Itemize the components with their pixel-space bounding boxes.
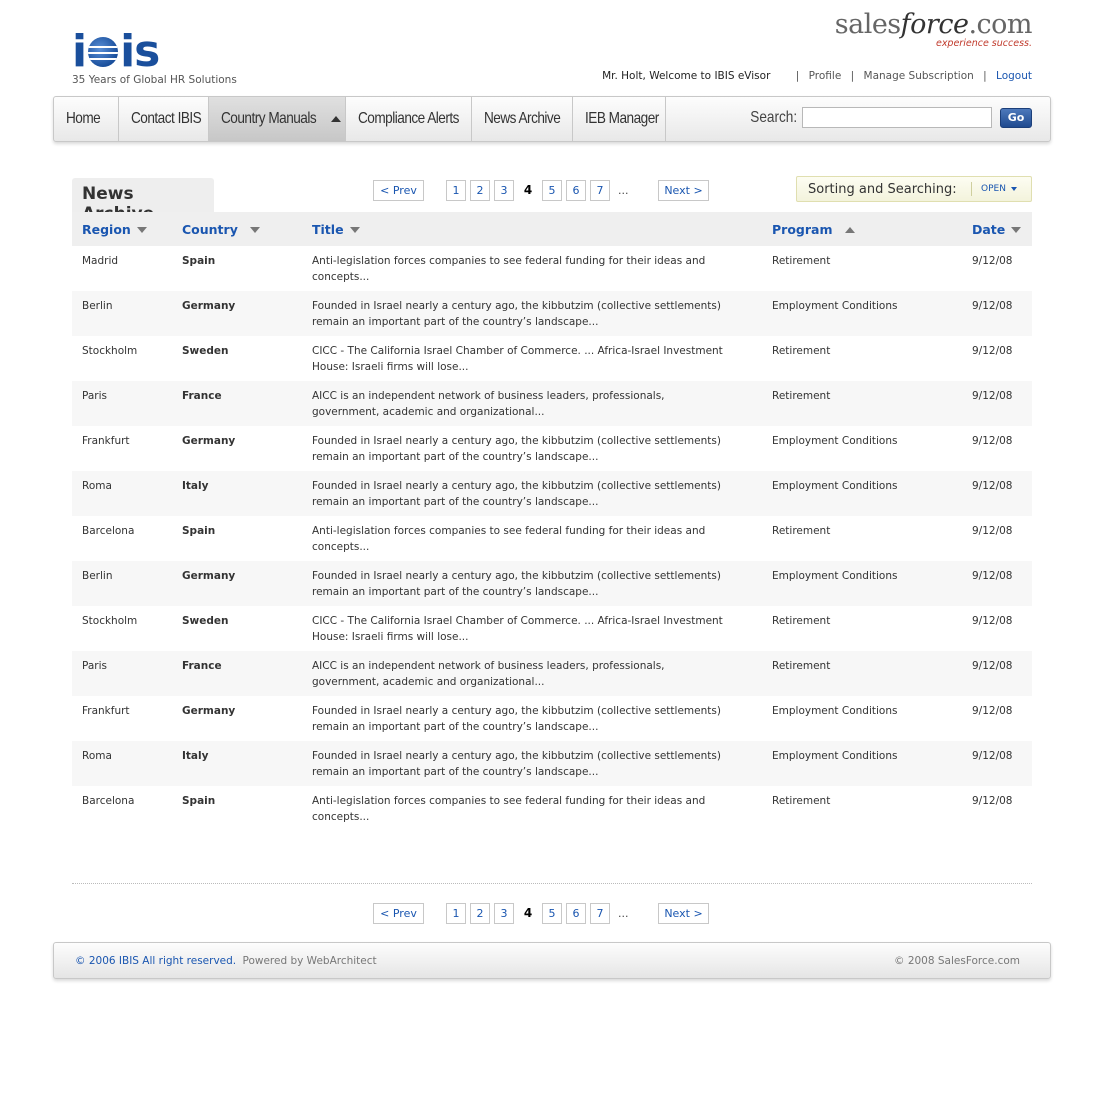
manage-subscription-link[interactable]: Manage Subscription (863, 70, 974, 82)
prev-page-button[interactable]: < Prev (373, 903, 424, 924)
date-cell: 9/12/08 (957, 606, 1032, 651)
country-cell: Germany (172, 696, 302, 741)
open-toggle[interactable] (972, 184, 1017, 194)
table-row[interactable] (72, 291, 1032, 336)
page-link[interactable]: 2 (470, 180, 490, 201)
search-label: Search: (750, 108, 797, 126)
region-cell: Stockholm (72, 606, 172, 651)
country-cell: Germany (172, 426, 302, 471)
nav-contact-ibis[interactable] (119, 97, 209, 141)
table-row[interactable] (72, 606, 1032, 651)
page-ellipsis: ... (618, 907, 629, 920)
title-cell: Founded in Israel nearly a century ago, the kibbutzim (collective settlements) remain an important part of the country’s landscape... (302, 741, 762, 786)
page-ellipsis: ... (618, 184, 629, 197)
page-link[interactable]: 1 (446, 180, 466, 201)
country-cell: Spain (172, 786, 302, 831)
column-header-label: Country (182, 221, 238, 237)
program-cell: Employment Conditions (762, 561, 957, 606)
page-title: News (72, 178, 214, 212)
table-row[interactable] (72, 561, 1032, 606)
welcome-text: Mr. Holt, Welcome to IBIS eVisor (602, 70, 771, 82)
column-header-country[interactable] (172, 212, 302, 246)
date-cell: 9/12/08 (957, 291, 1032, 336)
sort-down-icon (350, 227, 360, 233)
table-row[interactable] (72, 381, 1032, 426)
region-cell: Roma (72, 471, 172, 516)
title-cell: Anti-legislation forces companies to see federal funding for their ideas and concepts... (302, 786, 762, 831)
page-link[interactable]: 7 (590, 903, 610, 924)
next-page-button[interactable]: Next > (658, 903, 709, 924)
nav-ieb-label: IEB Manager (585, 110, 659, 127)
table-row[interactable] (72, 741, 1032, 786)
sort-up-icon (845, 227, 855, 233)
table-row[interactable] (72, 426, 1032, 471)
current-page: 4 (523, 906, 533, 920)
country-cell: Sweden (172, 336, 302, 381)
column-header-label: Title (312, 221, 344, 237)
country-cell: France (172, 381, 302, 426)
table-row[interactable] (72, 336, 1032, 381)
sorting-searching-panel (796, 176, 1032, 202)
country-cell: Germany (172, 291, 302, 336)
country-cell: Sweden (172, 606, 302, 651)
column-header-program[interactable] (762, 212, 957, 246)
program-cell: Retirement (762, 381, 957, 426)
footer (53, 942, 1051, 979)
separator: | (850, 70, 855, 82)
date-cell: 9/12/08 (957, 381, 1032, 426)
page-link[interactable]: 6 (566, 180, 586, 201)
region-cell: Berlin (72, 561, 172, 606)
salesforce-tagline: experience success. (935, 38, 1032, 49)
country-cell: Italy (172, 471, 302, 516)
column-header-region[interactable] (72, 212, 172, 246)
title-cell: CICC - The California Israel Chamber of Commerce. ... Africa-Israel Investment House: Israeli firms will lose... (302, 606, 762, 651)
sort-down-icon (137, 227, 147, 233)
program-cell: Retirement (762, 786, 957, 831)
date-cell: 9/12/08 (957, 336, 1032, 381)
logo-tagline: 35 Years of Global HR Solutions (72, 74, 237, 86)
page-link[interactable]: 3 (494, 180, 514, 201)
globe-icon (88, 37, 118, 67)
region-cell: Frankfurt (72, 696, 172, 741)
date-cell: 9/12/08 (957, 426, 1032, 471)
region-cell: Paris (72, 381, 172, 426)
table-row[interactable] (72, 246, 1032, 291)
title-cell: Anti-legislation forces companies to see federal funding for their ideas and concepts... (302, 516, 762, 561)
nav-country-label: Country Manuals (221, 110, 317, 127)
table-header (72, 212, 1032, 246)
sorting-searching-title: Sorting and Searching: (808, 181, 957, 197)
open-toggle-label: OPEN (981, 184, 1006, 194)
date-cell: 9/12/08 (957, 651, 1032, 696)
search-input[interactable] (802, 107, 992, 128)
salesforce-wordmark: salesforce.com (834, 9, 1032, 40)
program-cell: Retirement (762, 516, 957, 561)
title-cell: Founded in Israel nearly a century ago, the kibbutzim (collective settlements) remain an important part of the country’s landscape... (302, 426, 762, 471)
nav-news-label: News Archive (484, 110, 561, 127)
title-cell: CICC - The California Israel Chamber of Commerce. ... Africa-Israel Investment House: Israeli firms will lose... (302, 336, 762, 381)
region-cell: Barcelona (72, 516, 172, 561)
program-cell: Retirement (762, 246, 957, 291)
region-cell: Stockholm (72, 336, 172, 381)
program-cell: Employment Conditions (762, 291, 957, 336)
title-cell: AICC is an independent network of business leaders, professionals, government, academic and organizational... (302, 651, 762, 696)
region-cell: Barcelona (72, 786, 172, 831)
program-cell: Employment Conditions (762, 426, 957, 471)
logo-letters-is: is (120, 26, 160, 77)
nav-home-label: Home (66, 110, 101, 127)
date-cell: 9/12/08 (957, 471, 1032, 516)
country-cell: France (172, 651, 302, 696)
logo-letter-i: i (72, 26, 87, 77)
search-area (742, 107, 1032, 128)
table-row[interactable] (72, 786, 1032, 831)
table-row[interactable] (72, 651, 1032, 696)
chevron-down-icon (1011, 187, 1017, 191)
separator: | (983, 70, 987, 82)
page-link[interactable]: 5 (542, 180, 562, 201)
sort-down-icon (250, 227, 260, 233)
date-cell: 9/12/08 (957, 516, 1032, 561)
page-link[interactable]: 2 (470, 903, 490, 924)
partner-copyright: © 2008 SalesForce.com (893, 955, 1020, 967)
title-cell: Founded in Israel nearly a century ago, the kibbutzim (collective settlements) remain an important part of the country’s landscape... (302, 471, 762, 516)
main-nav (53, 96, 1051, 142)
current-page: 4 (523, 183, 533, 197)
nav-country-manuals[interactable] (209, 97, 346, 141)
program-cell: Employment Conditions (762, 696, 957, 741)
nav-news-archive[interactable] (472, 97, 573, 141)
title-cell: AICC is an independent network of business leaders, professionals, government, academic and organizational... (302, 381, 762, 426)
page-link[interactable]: 1 (446, 903, 466, 924)
page-link[interactable]: 5 (542, 903, 562, 924)
user-bar (602, 70, 1032, 82)
region-cell: Berlin (72, 291, 172, 336)
logout-link[interactable]: Logout (996, 70, 1032, 82)
program-cell: Retirement (762, 336, 957, 381)
ibis-logo[interactable] (72, 26, 237, 86)
column-header-label: Region (82, 221, 131, 237)
date-cell: 9/12/08 (957, 246, 1032, 291)
program-cell: Employment Conditions (762, 471, 957, 516)
title-cell: Founded in Israel nearly a century ago, the kibbutzim (collective settlements) remain an important part of the country’s landscape... (302, 561, 762, 606)
nav-home[interactable] (54, 97, 119, 141)
copyright-link[interactable]: © 2006 IBIS All right reserved. (75, 955, 237, 967)
page-link[interactable]: 3 (494, 903, 514, 924)
date-cell: 9/12/08 (957, 561, 1032, 606)
pager-top (373, 180, 709, 201)
go-button[interactable]: Go (1000, 108, 1032, 128)
title-cell: Anti-legislation forces companies to see federal funding for their ideas and concepts... (302, 246, 762, 291)
program-cell: Retirement (762, 606, 957, 651)
date-cell: 9/12/08 (957, 696, 1032, 741)
region-cell: Frankfurt (72, 426, 172, 471)
caret-up-icon (331, 116, 341, 122)
separator: | (795, 70, 800, 82)
table-row[interactable] (72, 471, 1032, 516)
salesforce-logo (835, 8, 1032, 49)
table-row[interactable] (72, 516, 1032, 561)
column-header-date[interactable] (957, 212, 1032, 246)
title-cell: Founded in Israel nearly a century ago, the kibbutzim (collective settlements) remain an important part of the country’s landscape... (302, 291, 762, 336)
nav-compliance-label: Compliance Alerts (358, 110, 459, 127)
next-page-button[interactable]: Next > (658, 180, 709, 201)
prev-page-button[interactable]: < Prev (373, 180, 424, 201)
content-divider (72, 883, 1032, 884)
column-header-label: Program (772, 221, 833, 237)
page-link[interactable]: 7 (590, 180, 610, 201)
country-cell: Spain (172, 516, 302, 561)
program-cell: Employment Conditions (762, 741, 957, 786)
ibis-logo-wordmark (72, 26, 237, 77)
news-table (72, 212, 1032, 831)
region-cell: Roma (72, 741, 172, 786)
sort-down-icon (1011, 227, 1021, 233)
country-cell: Spain (172, 246, 302, 291)
program-cell: Retirement (762, 651, 957, 696)
country-cell: Italy (172, 741, 302, 786)
nav-compliance-alerts[interactable] (346, 97, 472, 141)
page-link[interactable]: 6 (566, 903, 586, 924)
title-cell: Founded in Israel nearly a century ago, the kibbutzim (collective settlements) remain an important part of the country’s landscape... (302, 696, 762, 741)
column-header-label: Date (972, 221, 1006, 237)
date-cell: 9/12/08 (957, 741, 1032, 786)
nav-contact-label: Contact IBIS (131, 110, 202, 127)
powered-by-text: Powered by WebArchitect (242, 955, 377, 967)
date-cell: 9/12/08 (957, 786, 1032, 831)
nav-ieb-manager[interactable] (573, 97, 666, 141)
table-row[interactable] (72, 696, 1032, 741)
profile-link[interactable]: Profile (808, 70, 842, 82)
column-header-title[interactable] (302, 212, 762, 246)
region-cell: Paris (72, 651, 172, 696)
pager-bottom (373, 903, 709, 924)
region-cell: Madrid (72, 246, 172, 291)
footer-left (75, 955, 377, 967)
country-cell: Germany (172, 561, 302, 606)
